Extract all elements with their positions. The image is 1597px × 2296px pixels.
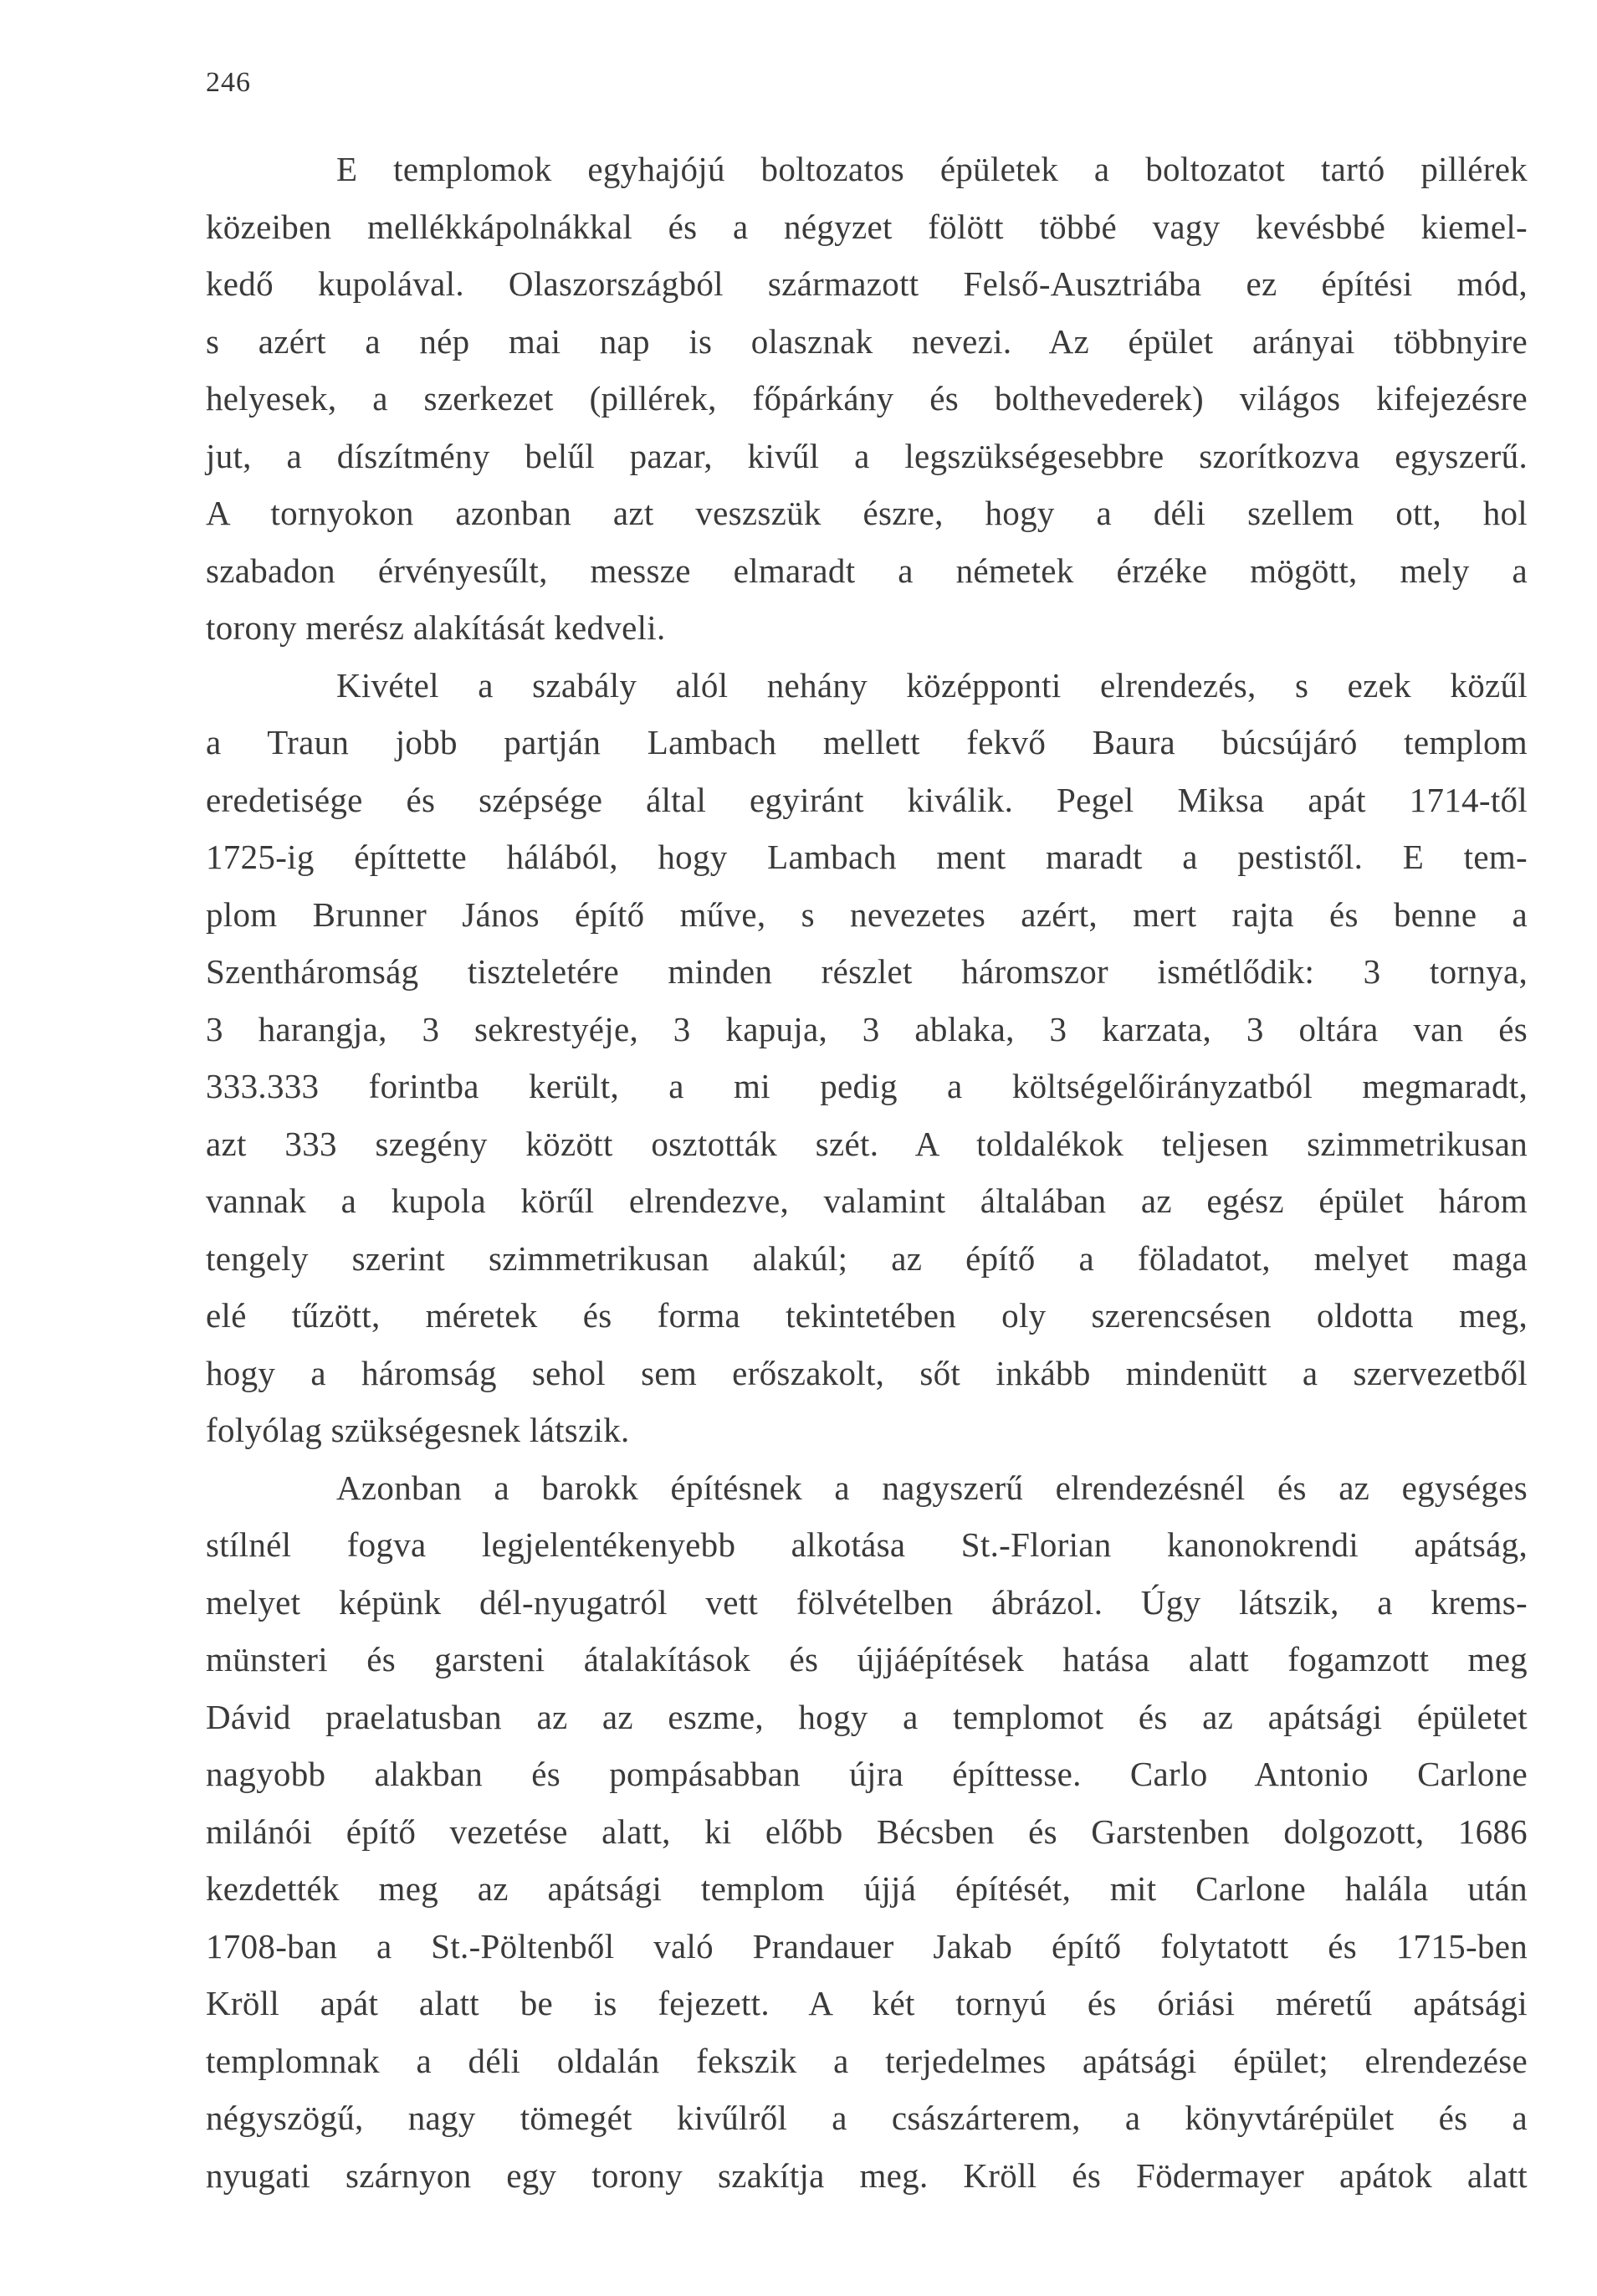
text-line: Szentháromság tiszteletére minden részlet háromszor ismétlődik: 3 tornya, — [206, 952, 1528, 991]
text-line: E templomok egyhajójú boltozatos épületek a boltozatot tartó pillérek — [336, 150, 1528, 188]
text-line: tengely szerint szimmetrikusan alakúl; az építő a föladatot, melyet maga — [206, 1238, 1528, 1278]
text-line: Kivétel a szabály alól nehány középponti elrendezés, s ezek közűl — [336, 665, 1528, 705]
text-line: azt 333 szegény között osztották szét. A toldalékok teljesen szimmetrikusan — [206, 1124, 1528, 1163]
text-line: templomnak a déli oldalán fekszik a terjedelmes apátsági épület; elrendezése — [206, 2041, 1528, 2080]
text-line: torony merész alakítását kedveli. — [206, 608, 666, 647]
page-number: 246 — [206, 67, 251, 98]
text-line: a Traun jobb partján Lambach mellett fekvő Baura búcsújáró templom — [206, 723, 1528, 761]
text-line: Kröll apát alatt be is fejezett. A két tornyú és óriási méretű apátsági — [206, 1984, 1528, 2022]
text-line: s azért a nép mai nap is olasznak nevezi. Az épület arányai többnyire — [206, 321, 1528, 361]
body-text — [206, 141, 1528, 2204]
text-line: helyesek, a szerkezet (pillérek, főpárkány és bolthevederek) világos kifejezésre — [206, 379, 1528, 418]
text-line: szabadon érvényesűlt, messze elmaradt a németek érzéke mögött, mely a — [206, 551, 1528, 590]
text-line: jut, a díszítmény belűl pazar, kivűl a legszükségesebbre szorítkozva egyszerű. — [206, 436, 1528, 475]
text-line: Dávid praelatusban az az eszme, hogy a templomot és az apátsági épületet — [206, 1697, 1528, 1736]
text-line: 333.333 forintba került, a mi pedig a költségelőirányzatból megmaradt, — [206, 1067, 1528, 1105]
text-line: közeiben mellékkápolnákkal és a négyzet fölött többé vagy kevésbbé kiemel- — [206, 207, 1528, 246]
text-line: melyet képünk dél-nyugatról vett fölvételben ábrázol. Úgy látszik, a krems- — [206, 1582, 1528, 1622]
text-line: hogy a háromság sehol sem erőszakolt, sőt inkább mindenütt a szervezetből — [206, 1353, 1528, 1392]
text-line: Azonban a barokk építésnek a nagyszerű elrendezésnél és az egységes — [336, 1468, 1528, 1507]
text-line: elé tűzött, méretek és forma tekintetében oly szerencsésen oldotta meg, — [206, 1296, 1528, 1335]
text-line: folyólag szükségesnek látszik. — [206, 1411, 630, 1449]
text-line: kedő kupolával. Olaszországból származott Felső-Ausztriába ez építési mód, — [206, 264, 1528, 303]
text-line: plom Brunner János építő műve, s nevezetes azért, mert rajta és benne a — [206, 894, 1528, 934]
text-line: 1725-ig építtette hálából, hogy Lambach ment maradt a pestistől. E tem- — [206, 838, 1528, 876]
text-line: 1708-ban a St.-Pöltenből való Prandauer Jakab építő folytatott és 1715-ben — [206, 1926, 1528, 1965]
text-line: 3 harangja, 3 sekrestyéje, 3 kapuja, 3 ablaka, 3 karzata, 3 oltára van és — [206, 1009, 1528, 1048]
text-line: A tornyokon azonban azt veszszük észre, hogy a déli szellem ott, hol — [206, 494, 1528, 532]
text-line: stílnél fogva legjelentékenyebb alkotása St.-Florian kanonokrendi apátság, — [206, 1525, 1528, 1564]
text-line: vannak a kupola körűl elrendezve, valamint általában az egész épület három — [206, 1181, 1528, 1220]
text-line: eredetisége és szépsége által egyiránt kiválik. Pegel Miksa apát 1714-től — [206, 780, 1528, 819]
text-line: nagyobb alakban és pompásabban újra építtesse. Carlo Antonio Carlone — [206, 1755, 1528, 1793]
text-line: nyugati szárnyon egy torony szakítja meg. Kröll és Födermayer apátok alatt — [206, 2155, 1528, 2195]
text-line: négyszögű, nagy tömegét kivűlről a császárterem, a könyvtárépület és a — [206, 2099, 1528, 2137]
text-line: münsteri és garsteni átalakítások és újjáépítések hatása alatt fogamzott meg — [206, 1640, 1528, 1678]
text-line: kezdették meg az apátsági templom újjá építését, mit Carlone halála után — [206, 1869, 1528, 1908]
text-line: milánói építő vezetése alatt, ki előbb Bécsben és Garstenben dolgozott, 1686 — [206, 1812, 1528, 1851]
